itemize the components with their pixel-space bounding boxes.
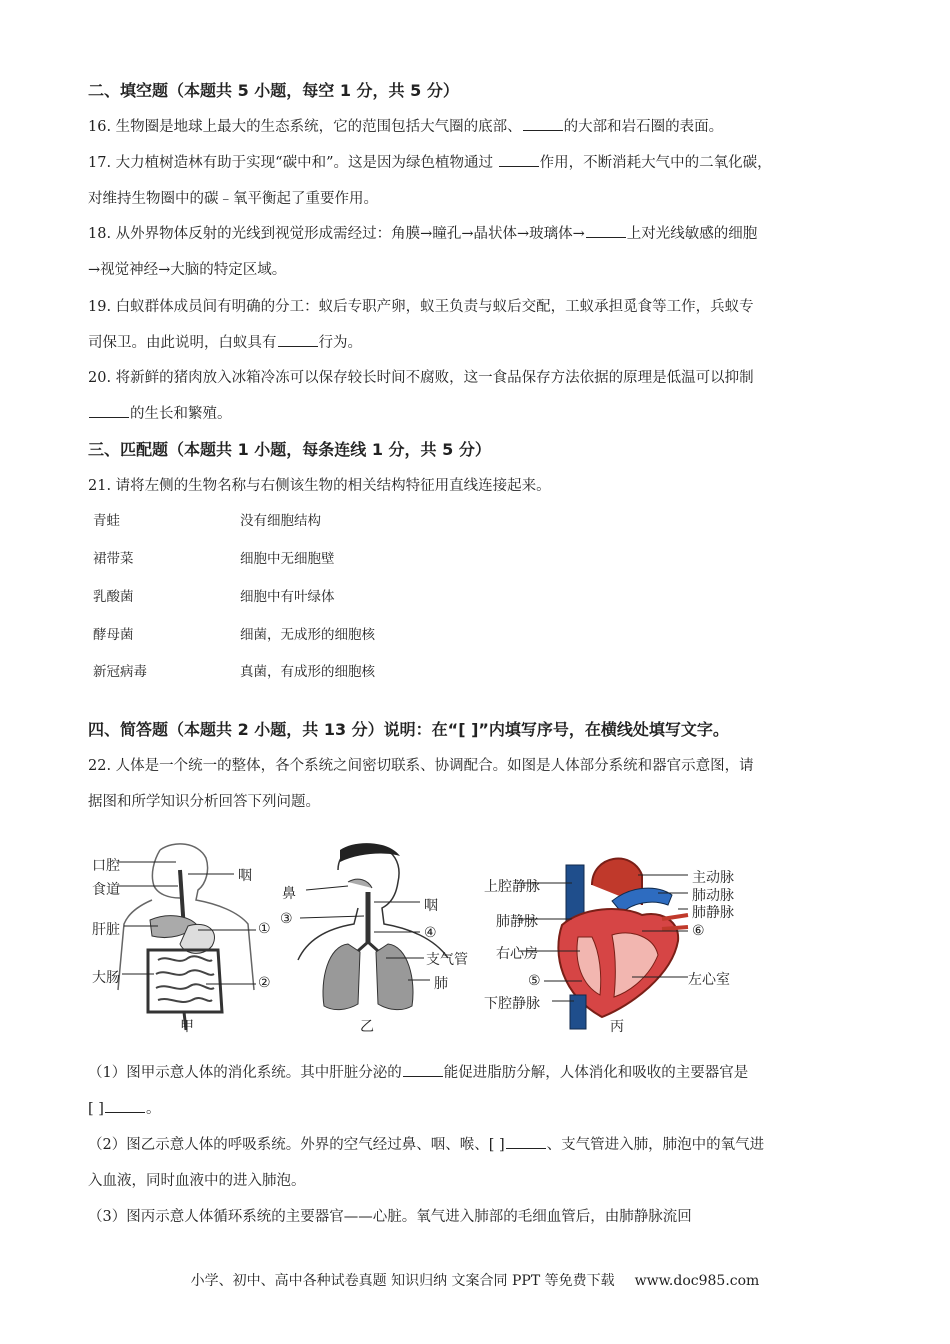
label-pulmonary-vein-right: 肺静脉 <box>692 905 734 921</box>
label-number-4: ④ <box>424 925 437 941</box>
label-aorta: 主动脉 <box>692 870 734 886</box>
match-left-item[interactable]: 青蛙 <box>93 513 120 529</box>
subquestion-2: （2）图乙示意人体的呼吸系统。外界的空气经过鼻、咽、喉、[ ] 、支气管进入肺，肺泡中的氧气进 <box>88 1133 764 1154</box>
label-nose: 鼻 <box>282 886 296 902</box>
answer-blank[interactable] <box>506 1134 546 1149</box>
subquestion-1: （1）图甲示意人体的消化系统。其中肝脏分泌的 能促进脂肪分解，人体消化和吸收的主要器官是 <box>88 1061 748 1082</box>
match-right-item[interactable]: 细菌，无成形的细胞核 <box>240 627 375 643</box>
match-right-item[interactable]: 细胞中无细胞壁 <box>240 551 335 567</box>
footer-text: 小学、初中、高中各种试卷真题 知识归纳 文案合同 PPT 等免费下载 <box>190 1273 615 1289</box>
section3-heading: 三、匹配题（本题共 1 小题，每条连线 1 分，共 5 分） <box>88 440 491 459</box>
question-21: 21. 请将左侧的生物名称与右侧该生物的相关结构特征用直线连接起来。 <box>88 478 551 494</box>
label-right-atrium: 右心房 <box>496 946 538 962</box>
label-left-ventricle: 左心室 <box>688 972 730 988</box>
question-17-cont: 对维持生物圈中的碳﹣氧平衡起了重要作用。 <box>88 191 378 207</box>
answer-blank[interactable] <box>403 1062 443 1077</box>
label-number-3: ③ <box>280 911 293 927</box>
match-right-item[interactable]: 真菌，有成形的细胞核 <box>240 664 375 680</box>
label-number-2: ② <box>258 975 271 991</box>
answer-blank[interactable] <box>89 403 129 418</box>
question-19-cont: 司保卫。由此说明，白蚁具有 行为。 <box>88 331 362 352</box>
label-bronchus: 支气管 <box>426 952 468 968</box>
question-18: 18. 从外界物体反射的光线到视觉形成需经过：角膜→瞳孔→晶状体→玻璃体→ 上对光线敏感的细胞 <box>88 222 757 243</box>
figure-caption-bing: 丙 <box>610 1019 624 1035</box>
match-left-item[interactable]: 新冠病毒 <box>93 664 147 680</box>
label-mouth: 口腔 <box>92 858 120 874</box>
subquestion-3: （3）图丙示意人体循环系统的主要器官——心脏。氧气进入肺部的毛细血管后，由肺静脉流回 <box>88 1209 692 1225</box>
label-number-1: ① <box>258 921 271 937</box>
label-superior-vena-cava: 上腔静脉 <box>484 879 540 895</box>
match-left-item[interactable]: 酵母菌 <box>93 627 134 643</box>
answer-bracket[interactable]: [ ] <box>88 1101 104 1117</box>
figure-heart <box>482 845 752 1045</box>
label-pharynx: 咽 <box>424 898 438 914</box>
section4-heading: 四、简答题（本题共 2 小题，共 13 分）说明：在“[ ]”内填写序号，在横线处填写文字。 <box>88 720 729 739</box>
answer-blank[interactable] <box>105 1098 145 1113</box>
subquestion-1-cont: [ ] 。 <box>88 1097 160 1118</box>
question-18-cont: →视觉神经→大脑的特定区域。 <box>88 262 287 278</box>
question-16: 16. 生物圈是地球上最大的生态系统，它的范围包括大气圈的底部、 的大部和岩石圈的表面。 <box>88 115 723 136</box>
label-pulmonary-artery: 肺动脉 <box>692 888 734 904</box>
label-lung: 肺 <box>434 976 448 992</box>
question-20-cont: 的生长和繁殖。 <box>88 402 232 423</box>
match-right-item[interactable]: 没有细胞结构 <box>240 513 321 529</box>
footer-link[interactable]: www.doc985.com <box>634 1273 760 1289</box>
question-22-cont: 据图和所学知识分析回答下列问题。 <box>88 794 320 810</box>
answer-blank[interactable] <box>499 152 539 167</box>
question-17: 17. 大力植树造林有助于实现“碳中和”。这是因为绿色植物通过 作用，不断消耗大气中的二氧化碳， <box>88 151 772 172</box>
figure-digestive-system <box>88 840 288 1040</box>
figure-caption-yi: 乙 <box>360 1019 374 1035</box>
figure-caption-jia: 甲 <box>180 1019 194 1035</box>
label-pulmonary-vein-left: 肺静脉 <box>496 914 538 930</box>
question-22: 22. 人体是一个统一的整体，各个系统之间密切联系、协调配合。如图是人体部分系统和器官示意图，请 <box>88 758 754 774</box>
match-left-item[interactable]: 乳酸菌 <box>93 589 134 605</box>
label-number-6: ⑥ <box>692 923 705 939</box>
label-esophagus: 食道 <box>92 882 120 898</box>
answer-blank[interactable] <box>278 332 318 347</box>
figure-respiratory-system <box>278 840 478 1040</box>
label-pharynx: 咽 <box>238 868 252 884</box>
section2-heading: 二、填空题（本题共 5 小题，每空 1 分，共 5 分） <box>88 81 459 100</box>
label-number-5: ⑤ <box>528 973 541 989</box>
label-liver: 肝脏 <box>92 922 120 938</box>
label-inferior-vena-cava: 下腔静脉 <box>484 996 540 1012</box>
subquestion-2-cont: 入血液，同时血液中的进入肺泡。 <box>88 1173 306 1189</box>
question-20: 20. 将新鲜的猪肉放入冰箱冷冻可以保存较长时间不腐败，这一食品保存方法依据的原理是低温可以抑制 <box>88 370 754 386</box>
question-19: 19. 白蚁群体成员间有明确的分工：蚁后专职产卵，蚁王负责与蚁后交配，工蚁承担觅食等工作，兵蚁专 <box>88 299 754 315</box>
page-footer <box>0 1270 950 1290</box>
match-right-item[interactable]: 细胞中有叶绿体 <box>240 589 335 605</box>
match-left-item[interactable]: 裙带菜 <box>93 551 134 567</box>
label-large-intestine: 大肠 <box>92 970 120 986</box>
answer-blank[interactable] <box>523 116 563 131</box>
answer-blank[interactable] <box>586 223 626 238</box>
